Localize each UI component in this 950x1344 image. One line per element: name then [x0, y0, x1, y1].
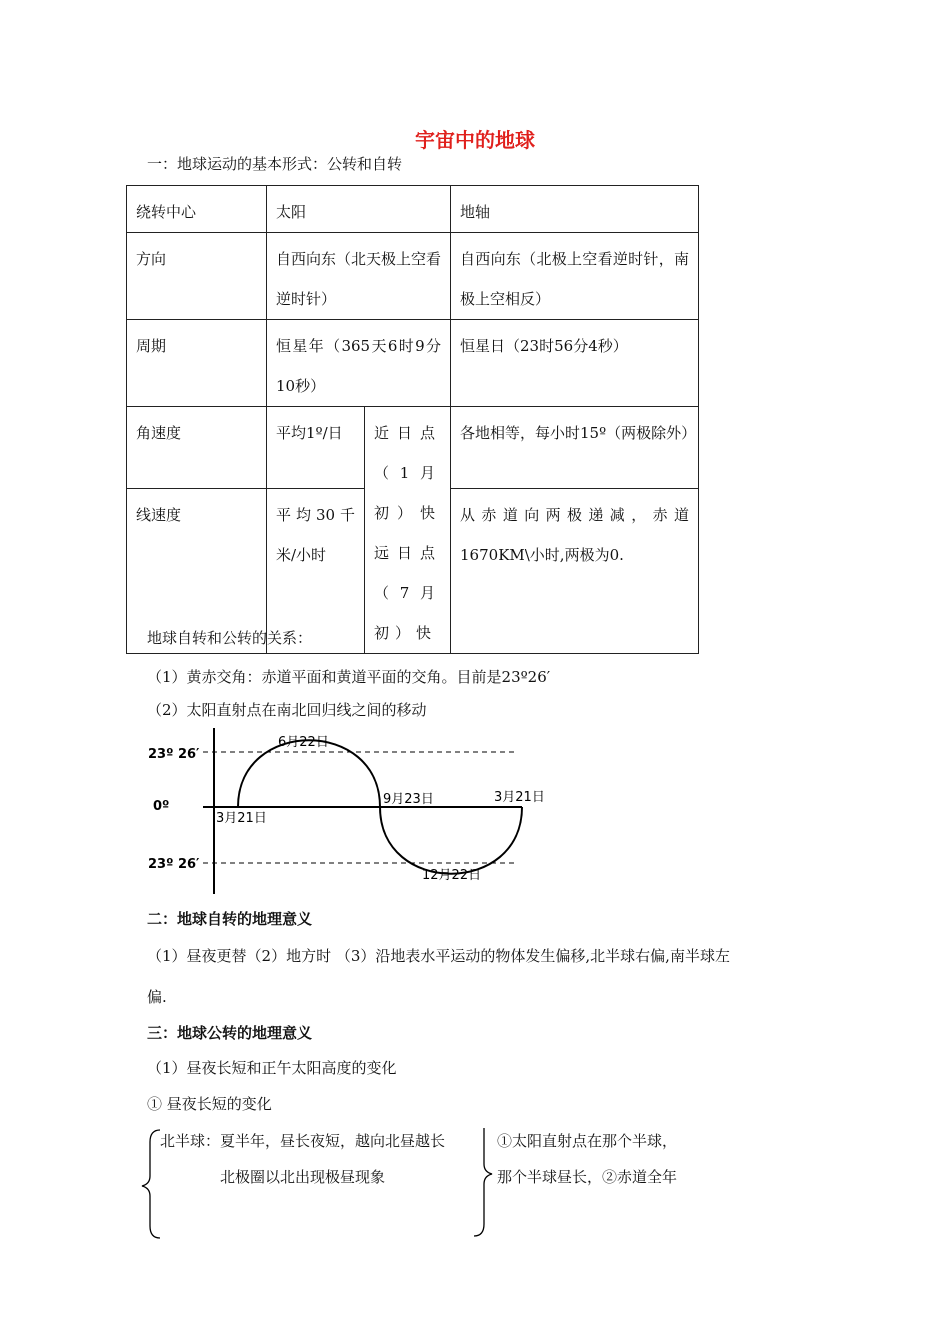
- label-mar21-end: 3月21日: [494, 790, 545, 805]
- cell-linear-label: 线速度: [127, 489, 267, 654]
- rotation-significance-text: （1）昼夜更替（2）地方时 （3）沿地表水平运动的物体发生偏移,北半球右偏,南半球左: [147, 947, 730, 965]
- cell-center-label: 绕转中心: [127, 186, 267, 233]
- day-length-heading: （1）昼夜长短和正午太阳高度的变化: [147, 1059, 397, 1077]
- cell-center-revolution: 太阳: [267, 186, 451, 233]
- section3-heading: 三：地球公转的地理意义: [147, 1024, 313, 1042]
- cell-linear-rotation: 从赤道向两极递减，赤道1670KM\小时,两极为0.: [451, 489, 699, 654]
- cell-direction-rotation: 自西向东（北极上空看逆时针，南极上空相反）: [451, 233, 699, 320]
- subsolar-migration-text: （2）太阳直射点在南北回归线之间的移动: [147, 701, 427, 719]
- polar-day-text: 北极圈以北出现极昼现象: [220, 1168, 386, 1186]
- section1-heading: 一：地球运动的基本形式：公转和自转: [147, 155, 403, 173]
- cell-period-revolution: 恒星年（365天6时9分10秒）: [267, 320, 451, 407]
- cell-perihelion-speed: 近日点（1月初）快远日点（7月初）快: [365, 407, 451, 654]
- cell-angular-label: 角速度: [127, 407, 267, 489]
- obliquity-text: （1）黄赤交角：赤道平面和黄道平面的交角。目前是23º26′: [147, 668, 551, 686]
- label-mar21-start: 3月21日: [216, 811, 267, 826]
- day-length-subheading: ① 昼夜长短的变化: [147, 1095, 272, 1113]
- conclusion-line1: ①太阳直射点在那个半球，: [497, 1132, 678, 1150]
- page-title: 宇宙中的地球: [415, 128, 535, 152]
- label-tropic-bottom: 23º 26′: [148, 857, 200, 872]
- left-brace: [142, 1130, 160, 1238]
- section2-heading: 二：地球自转的地理意义: [147, 910, 313, 928]
- relation-heading: 地球自转和公转的关系：: [147, 629, 313, 647]
- rotation-revolution-table: [126, 185, 699, 654]
- cell-direction-revolution: 自西向东（北天极上空看逆时针）: [267, 233, 451, 320]
- cell-center-rotation: 地轴: [451, 186, 699, 233]
- label-tropic-top: 23º 26′: [148, 747, 200, 762]
- cell-linear-revolution: 平均30千米/小时: [267, 489, 365, 654]
- cell-angular-rotation: 各地相等，每小时15º（两极除外）: [451, 407, 699, 489]
- rotation-significance-text-cont: 偏.: [147, 988, 167, 1006]
- northern-hemisphere-text: 北半球：夏半年，昼长夜短，越向北昼越长: [160, 1132, 446, 1150]
- conclusion-line2: 那个半球昼长，②赤道全年: [497, 1168, 678, 1186]
- cell-angular-revolution: 平均1º/日: [267, 407, 365, 489]
- subsolar-point-diagram: [140, 728, 570, 898]
- cell-direction-label: 方向: [127, 233, 267, 320]
- label-sep23: 9月23日: [383, 792, 434, 807]
- label-dec22: 12月22日: [422, 868, 482, 883]
- label-jun22: 6月22日: [278, 735, 329, 750]
- cell-period-label: 周期: [127, 320, 267, 407]
- right-brace: [474, 1128, 492, 1236]
- cell-period-rotation: 恒星日（23时56分4秒）: [451, 320, 699, 407]
- label-equator: 0º: [153, 799, 170, 814]
